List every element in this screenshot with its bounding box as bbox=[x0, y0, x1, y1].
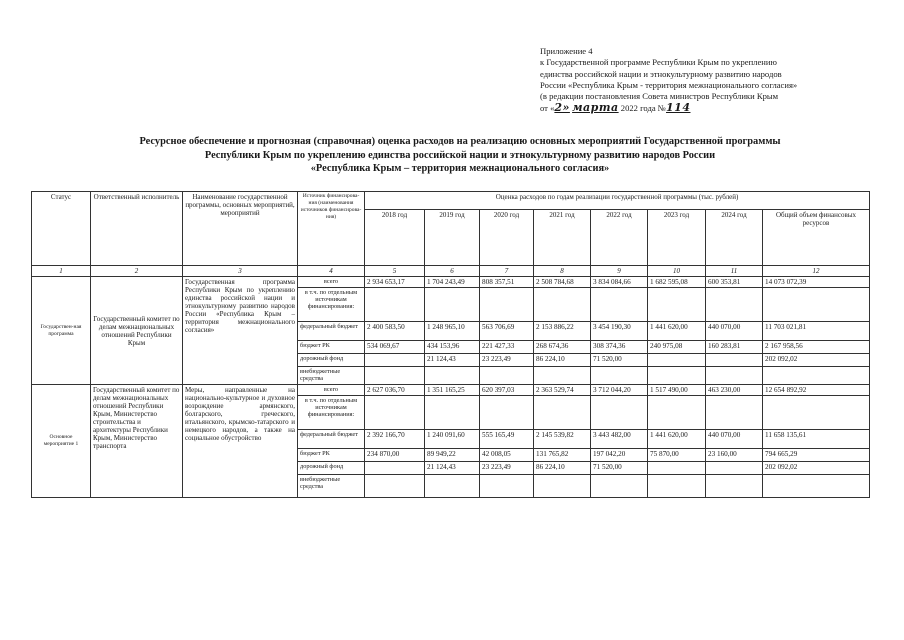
value-cell bbox=[706, 462, 763, 475]
resource-table bbox=[31, 191, 870, 498]
title-line-2: Республики Крым по укреплению единства российской нации и этнокультурному развитию народов России bbox=[204, 149, 716, 161]
value-cell: 3 454 190,30 bbox=[591, 322, 648, 341]
header-name: Наименование государственной программы, основных мероприятий, мероприятий bbox=[183, 192, 298, 266]
status-cell: Основное мероприятие 1 bbox=[32, 385, 91, 498]
value-cell: 21 124,43 bbox=[425, 354, 480, 367]
value-cell: 240 975,08 bbox=[648, 341, 706, 354]
source-total: всего bbox=[298, 385, 365, 396]
column-number: 10 bbox=[648, 266, 706, 277]
value-cell: 440 070,00 bbox=[706, 322, 763, 341]
value-cell: 89 949,22 bbox=[425, 449, 480, 462]
header-year: 2024 год bbox=[706, 210, 763, 266]
date-year: 2022 года № bbox=[620, 103, 667, 114]
column-number: 12 bbox=[763, 266, 870, 277]
value-cell: 2 363 529,74 bbox=[534, 385, 591, 396]
table-row-b1-total bbox=[32, 277, 870, 288]
value-cell: 197 042,20 bbox=[591, 449, 648, 462]
value-cell: 160 283,81 bbox=[706, 341, 763, 354]
value-cell: 1 682 595,08 bbox=[648, 277, 706, 288]
value-cell: 1 517 490,00 bbox=[648, 385, 706, 396]
value-cell: 600 353,81 bbox=[706, 277, 763, 288]
value-cell: 555 165,49 bbox=[480, 430, 534, 449]
value-cell: 21 124,43 bbox=[425, 462, 480, 475]
source-federal: федеральный бюджет bbox=[298, 430, 365, 449]
value-cell: 2 167 958,56 bbox=[763, 341, 870, 354]
program-name-cell: Государственная программа Республики Крым по укреплению единства российской нации и этнокультурному развитию народов России «Республика Крым – территория межнационального согласия» bbox=[183, 277, 298, 385]
column-number: 1 bbox=[32, 266, 91, 277]
status-cell: Государствен-ная программа bbox=[32, 277, 91, 385]
appendix-date-line bbox=[540, 102, 880, 114]
header-year: 2021 год bbox=[534, 210, 591, 266]
source-federal: федеральный бюджет bbox=[298, 322, 365, 341]
handwritten-month: марта bbox=[572, 101, 619, 115]
column-number: 4 bbox=[298, 266, 365, 277]
column-number: 11 bbox=[706, 266, 763, 277]
source-road: дорожный фонд bbox=[298, 354, 365, 367]
value-cell bbox=[365, 354, 425, 367]
value-cell: 2 392 166,70 bbox=[365, 430, 425, 449]
header-estimate: Оценка расходов по годам реализации государственной программы (тыс. рублей) bbox=[365, 192, 870, 210]
appendix-line-5: (в редакции постановления Совета министров Республики Крым bbox=[540, 91, 779, 102]
appendix-line-2: к Государственной программе Республики Крым по укреплению bbox=[540, 57, 777, 68]
appendix-line-3: единства российской нации и этнокультурному развитию народов bbox=[540, 68, 782, 79]
value-cell: 620 397,03 bbox=[480, 385, 534, 396]
title-line-3: «Республика Крым – территория межнационального согласия» bbox=[310, 163, 610, 175]
value-cell: 563 706,69 bbox=[480, 322, 534, 341]
value-cell: 1 351 165,25 bbox=[425, 385, 480, 396]
value-cell: 3 443 482,00 bbox=[591, 430, 648, 449]
value-cell: 23 223,49 bbox=[480, 462, 534, 475]
column-number: 2 bbox=[91, 266, 183, 277]
header-total: Общий объем финансовых ресурсов bbox=[763, 210, 870, 266]
responsible-cell: Государственный комитет по делам межнациональных отношений Республики Крым, Министерство строительства и архитектуры Республики Крым, Министерство транспорта bbox=[91, 385, 183, 498]
value-cell: 3 834 084,66 bbox=[591, 277, 648, 288]
value-cell: 1 704 243,49 bbox=[425, 277, 480, 288]
header-row-1 bbox=[32, 192, 870, 210]
value-cell: 202 092,02 bbox=[763, 354, 870, 367]
header-year: 2023 год bbox=[648, 210, 706, 266]
responsible-cell: Государственный комитет по делам межнациональных отношений Республики Крым bbox=[91, 277, 183, 385]
appendix-line-4: России «Республика Крым - территория межнационального согласия» bbox=[540, 79, 798, 90]
value-cell: 794 665,29 bbox=[763, 449, 870, 462]
source-incl: в т.ч. по отдельным источникам финансирования: bbox=[298, 288, 365, 322]
value-cell: 23 223,49 bbox=[480, 354, 534, 367]
column-number: 9 bbox=[591, 266, 648, 277]
header-source: Источник финансирова-ния (наименования источников финансирова-ния) bbox=[298, 192, 365, 266]
value-cell: 2 627 036,70 bbox=[365, 385, 425, 396]
value-cell: 1 248 965,10 bbox=[425, 322, 480, 341]
activity-name-cell: Меры, направленные на национально-культурное и духовное возрождение армянского, болгарского, греческого, итальянского, крымско-татарского и немецкого народов, а также на социальное обустройство bbox=[183, 385, 298, 498]
source-rk: бюджет РК bbox=[298, 449, 365, 462]
value-cell: 1 441 620,00 bbox=[648, 430, 706, 449]
handwritten-number: 114 bbox=[666, 101, 691, 115]
value-cell: 71 520,00 bbox=[591, 462, 648, 475]
value-cell: 534 069,67 bbox=[365, 341, 425, 354]
header-year: 2019 год bbox=[425, 210, 480, 266]
value-cell: 42 008,05 bbox=[480, 449, 534, 462]
value-cell: 2 153 886,22 bbox=[534, 322, 591, 341]
source-incl: в т.ч. по отдельным источникам финансирования: bbox=[298, 396, 365, 430]
value-cell: 2 934 653,17 bbox=[365, 277, 425, 288]
value-cell: 3 712 044,20 bbox=[591, 385, 648, 396]
value-cell: 12 654 892,92 bbox=[763, 385, 870, 396]
value-cell: 440 070,00 bbox=[706, 430, 763, 449]
value-cell: 131 765,82 bbox=[534, 449, 591, 462]
value-cell: 221 427,33 bbox=[480, 341, 534, 354]
value-cell: 11 703 021,81 bbox=[763, 322, 870, 341]
document-title bbox=[40, 135, 880, 176]
value-cell: 2 145 539,82 bbox=[534, 430, 591, 449]
column-numbers-row bbox=[32, 266, 870, 277]
table-row-b2-total bbox=[32, 385, 870, 396]
column-number: 3 bbox=[183, 266, 298, 277]
value-cell: 463 230,00 bbox=[706, 385, 763, 396]
value-cell: 202 092,02 bbox=[763, 462, 870, 475]
value-cell: 23 160,00 bbox=[706, 449, 763, 462]
appendix-line-1: Приложение 4 bbox=[540, 46, 593, 56]
value-cell: 268 674,36 bbox=[534, 341, 591, 354]
value-cell: 234 870,00 bbox=[365, 449, 425, 462]
header-year: 2018 год bbox=[365, 210, 425, 266]
header-year: 2022 год bbox=[591, 210, 648, 266]
value-cell: 1 441 620,00 bbox=[648, 322, 706, 341]
value-cell: 71 520,00 bbox=[591, 354, 648, 367]
handwritten-day: 2» bbox=[554, 101, 570, 115]
value-cell bbox=[648, 354, 706, 367]
source-extra: внебюджетные средства bbox=[298, 367, 365, 385]
source-rk: бюджет РК bbox=[298, 341, 365, 354]
column-number: 5 bbox=[365, 266, 425, 277]
value-cell: 86 224,10 bbox=[534, 354, 591, 367]
value-cell: 11 658 135,61 bbox=[763, 430, 870, 449]
column-number: 8 bbox=[534, 266, 591, 277]
appendix-block bbox=[540, 46, 880, 115]
column-number: 7 bbox=[480, 266, 534, 277]
value-cell: 86 224,10 bbox=[534, 462, 591, 475]
value-cell: 14 073 072,39 bbox=[763, 277, 870, 288]
value-cell bbox=[365, 462, 425, 475]
value-cell: 434 153,96 bbox=[425, 341, 480, 354]
value-cell: 2 508 784,68 bbox=[534, 277, 591, 288]
value-cell: 2 400 583,50 bbox=[365, 322, 425, 341]
value-cell: 808 357,51 bbox=[480, 277, 534, 288]
column-number: 6 bbox=[425, 266, 480, 277]
value-cell: 1 240 091,60 bbox=[425, 430, 480, 449]
value-cell bbox=[706, 354, 763, 367]
source-total: всего bbox=[298, 277, 365, 288]
date-prefix: от « bbox=[540, 103, 555, 114]
value-cell bbox=[648, 462, 706, 475]
header-responsible: Ответственный исполнитель bbox=[91, 192, 183, 266]
title-line-1: Ресурсное обеспечение и прогнозная (справочная) оценка расходов на реализацию основных мероприятий Государственной программы bbox=[139, 136, 781, 147]
source-road: дорожный фонд bbox=[298, 462, 365, 475]
header-year: 2020 год bbox=[480, 210, 534, 266]
header-status: Статус bbox=[32, 192, 91, 266]
source-extra: внебюджетные средства bbox=[298, 475, 365, 498]
value-cell: 75 870,00 bbox=[648, 449, 706, 462]
value-cell: 308 374,36 bbox=[591, 341, 648, 354]
